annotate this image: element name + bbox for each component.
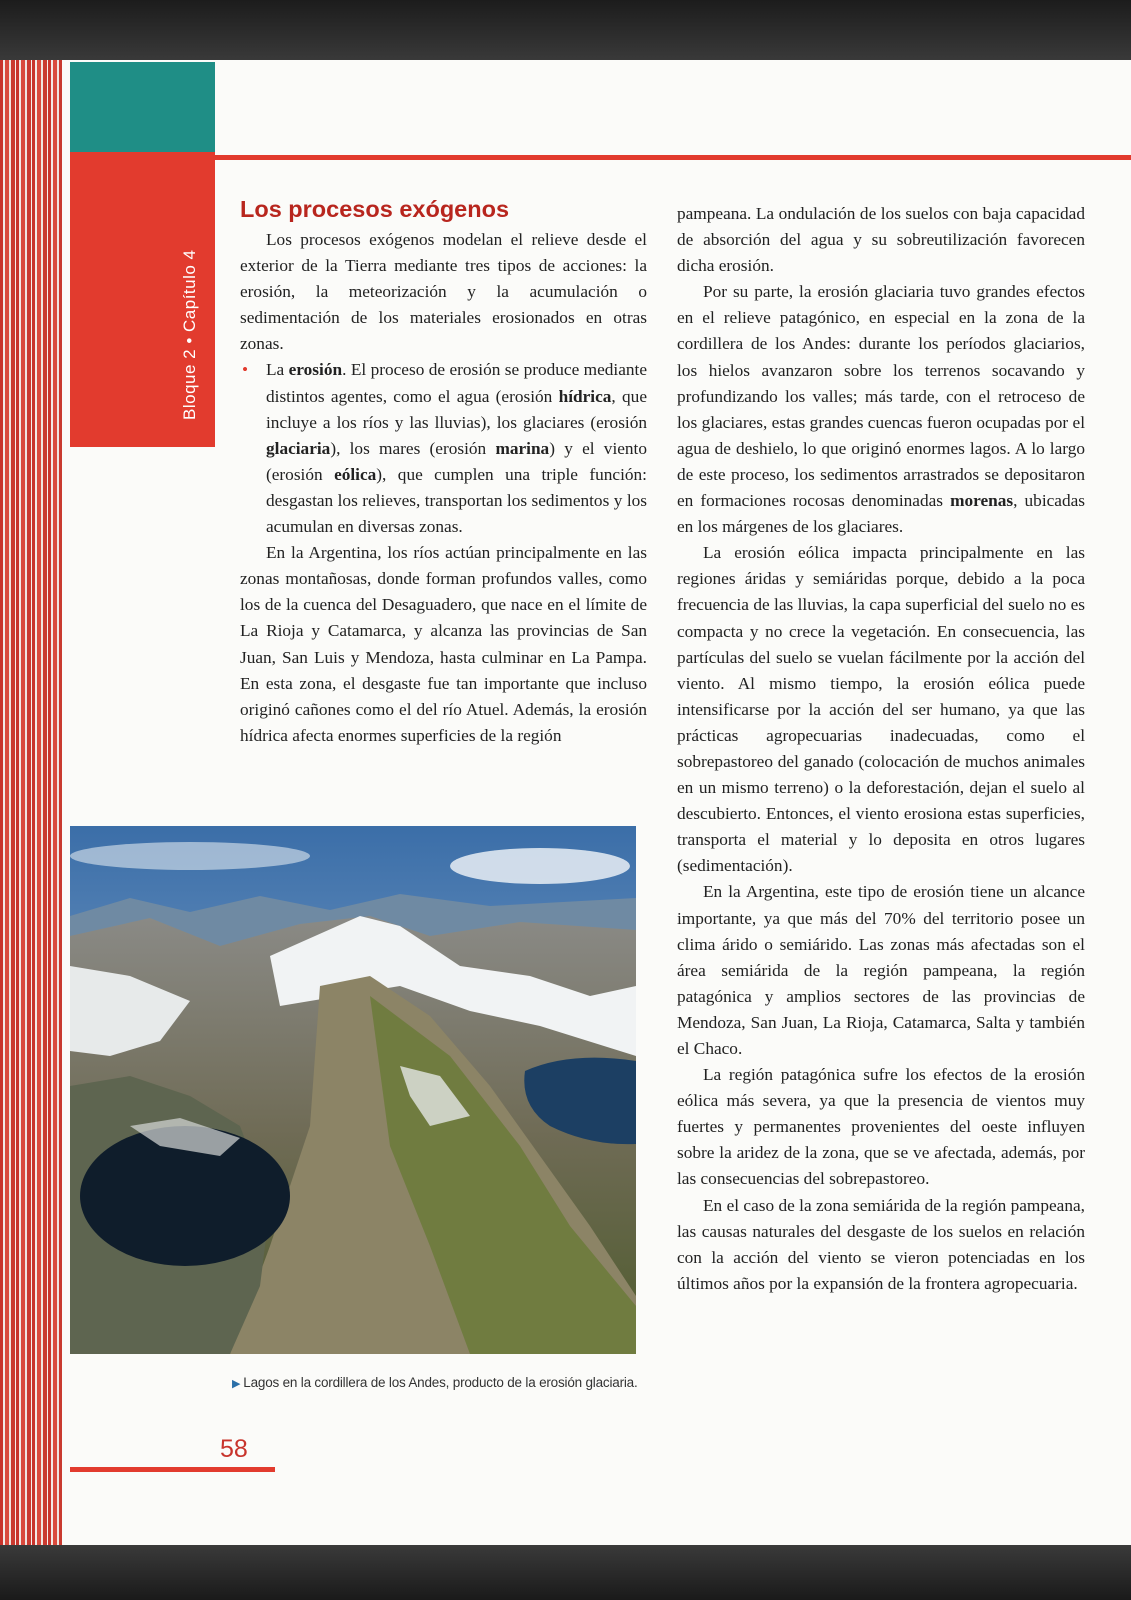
bullet-erosion: • La erosión. El proceso de erosión se produce mediante distintos agentes, como el agua (erosión hídrica, que incluye a los ríos y las lluvias), los glaciares (erosión glaciaria), los mares (erosión marina) y el viento (erosión eólica), que cumplen una triple función: desgastan los relieves, transportan los sedimentos y los acumulan en diversas zonas. bbox=[240, 357, 647, 540]
paragraph-glacial: Por su parte, la erosión glaciaria tuvo grandes efectos en el relieve patagónico, en especial en la zona de la cordillera de los Andes: durante los períodos glaciarios, los hielos avanzaron sobre los terrenos socavando y profundizando los valles; más tarde, con el retroceso de los glaciares, estas grandes cuencas fueron ocupadas por el agua de deshielo, lo que originó enormes lagos. A lo largo de este proceso, los sedimentos arrastrados se depositaron en formaciones rocosas denominadas morenas, ubicadas en los márgenes de los glaciares. bbox=[677, 282, 1085, 537]
andes-lakes-photo bbox=[70, 826, 636, 1354]
page-number: 58 bbox=[220, 1435, 248, 1463]
bullet-list bbox=[240, 357, 647, 540]
right-column bbox=[677, 201, 1085, 1297]
paragraph-rivers: En la Argentina, los ríos actúan principalmente en las zonas montañosas, donde forman profundos valles, como los de la cuenca del Desaguadero, que nace en el límite de La Rioja y Catamarca, y alcanza las provincias de San Juan, San Luis y Mendoza, hasta culminar en La Pampa. En esta zona, el desgaste fue tan importante que incluso originó cañones como el del río Atuel. Además, la erosión hídrica afecta enormes superficies de la región bbox=[240, 543, 647, 745]
footer-rule bbox=[70, 1467, 275, 1472]
scan-border-top bbox=[0, 0, 1131, 62]
paragraph-pampeana: pampeana. La ondulación de los suelos con baja capacidad de absorción del agua y su sobreutilización favorecen dicha erosión. bbox=[677, 204, 1085, 276]
paragraph-argentina: En la Argentina, este tipo de erosión tiene un alcance importante, ya que más del 70% del territorio posee un clima árido o semiárido. Las zonas más afectadas son el área semiárida de la región pampeana, la región patagónica y amplios sectores de las provincias de Mendoza, San Juan, La Rioja, Catamarca, Salta y también el Chaco. bbox=[677, 882, 1085, 1058]
figure-caption bbox=[232, 1375, 652, 1390]
chapter-label: Bloque 2 • Capítulo 4 bbox=[180, 249, 199, 420]
left-column bbox=[240, 195, 647, 749]
header-rule bbox=[215, 155, 1131, 160]
stacked-page-edges bbox=[0, 60, 70, 1550]
triangle-right-icon: ▶ bbox=[232, 1378, 241, 1390]
caption-text: Lagos en la cordillera de los Andes, producto de la erosión glaciaria. bbox=[243, 1375, 638, 1390]
teal-corner-block bbox=[70, 62, 215, 152]
section-title: Los procesos exógenos bbox=[240, 196, 510, 222]
paragraph-eolica: La erosión eólica impacta principalmente en las regiones áridas y semiáridas porque, debido a la poca frecuencia de las lluvias, la capa superficial del suelo no es compacta y no crece la vegetación. En consecuencia, las partículas del suelo se vuelan fácilmente por la acción del viento. Al mismo tiempo, la erosión eólica puede intensificarse por la acción del ser humano, ya que las prácticas agropecuarias inadecuadas, como el sobrepastoreo del ganado (colocación de muchos animales en un mismo terreno) o la deforestación, dejan el suelo al descubierto. Entonces, el viento erosiona estas superficies, transporta el material y lo deposita en otros lugares (sedimentación). bbox=[677, 543, 1085, 876]
intro-paragraph: Los procesos exógenos modelan el relieve desde el exterior de la Tierra mediante tres tipos de acciones: la erosión, la meteorización y la acumulación o sedimentación de los materiales erosionados en otras zonas. bbox=[240, 230, 647, 354]
paragraph-patagonia: La región patagónica sufre los efectos de la erosión eólica más severa, ya que la presencia de vientos muy fuertes y permanentes provenientes del oeste influyen sobre la aridez de la zona, que se ve afectada, además, por las consecuencias del sobrepastoreo. bbox=[677, 1065, 1085, 1189]
paragraph-pampa: En el caso de la zona semiárida de la región pampeana, las causas naturales del desgaste de los suelos en relación con la acción del viento se vieron potenciadas en los últimos años por la expansión de la frontera agropecuaria. bbox=[677, 1195, 1085, 1293]
scan-border-bottom bbox=[0, 1545, 1131, 1600]
